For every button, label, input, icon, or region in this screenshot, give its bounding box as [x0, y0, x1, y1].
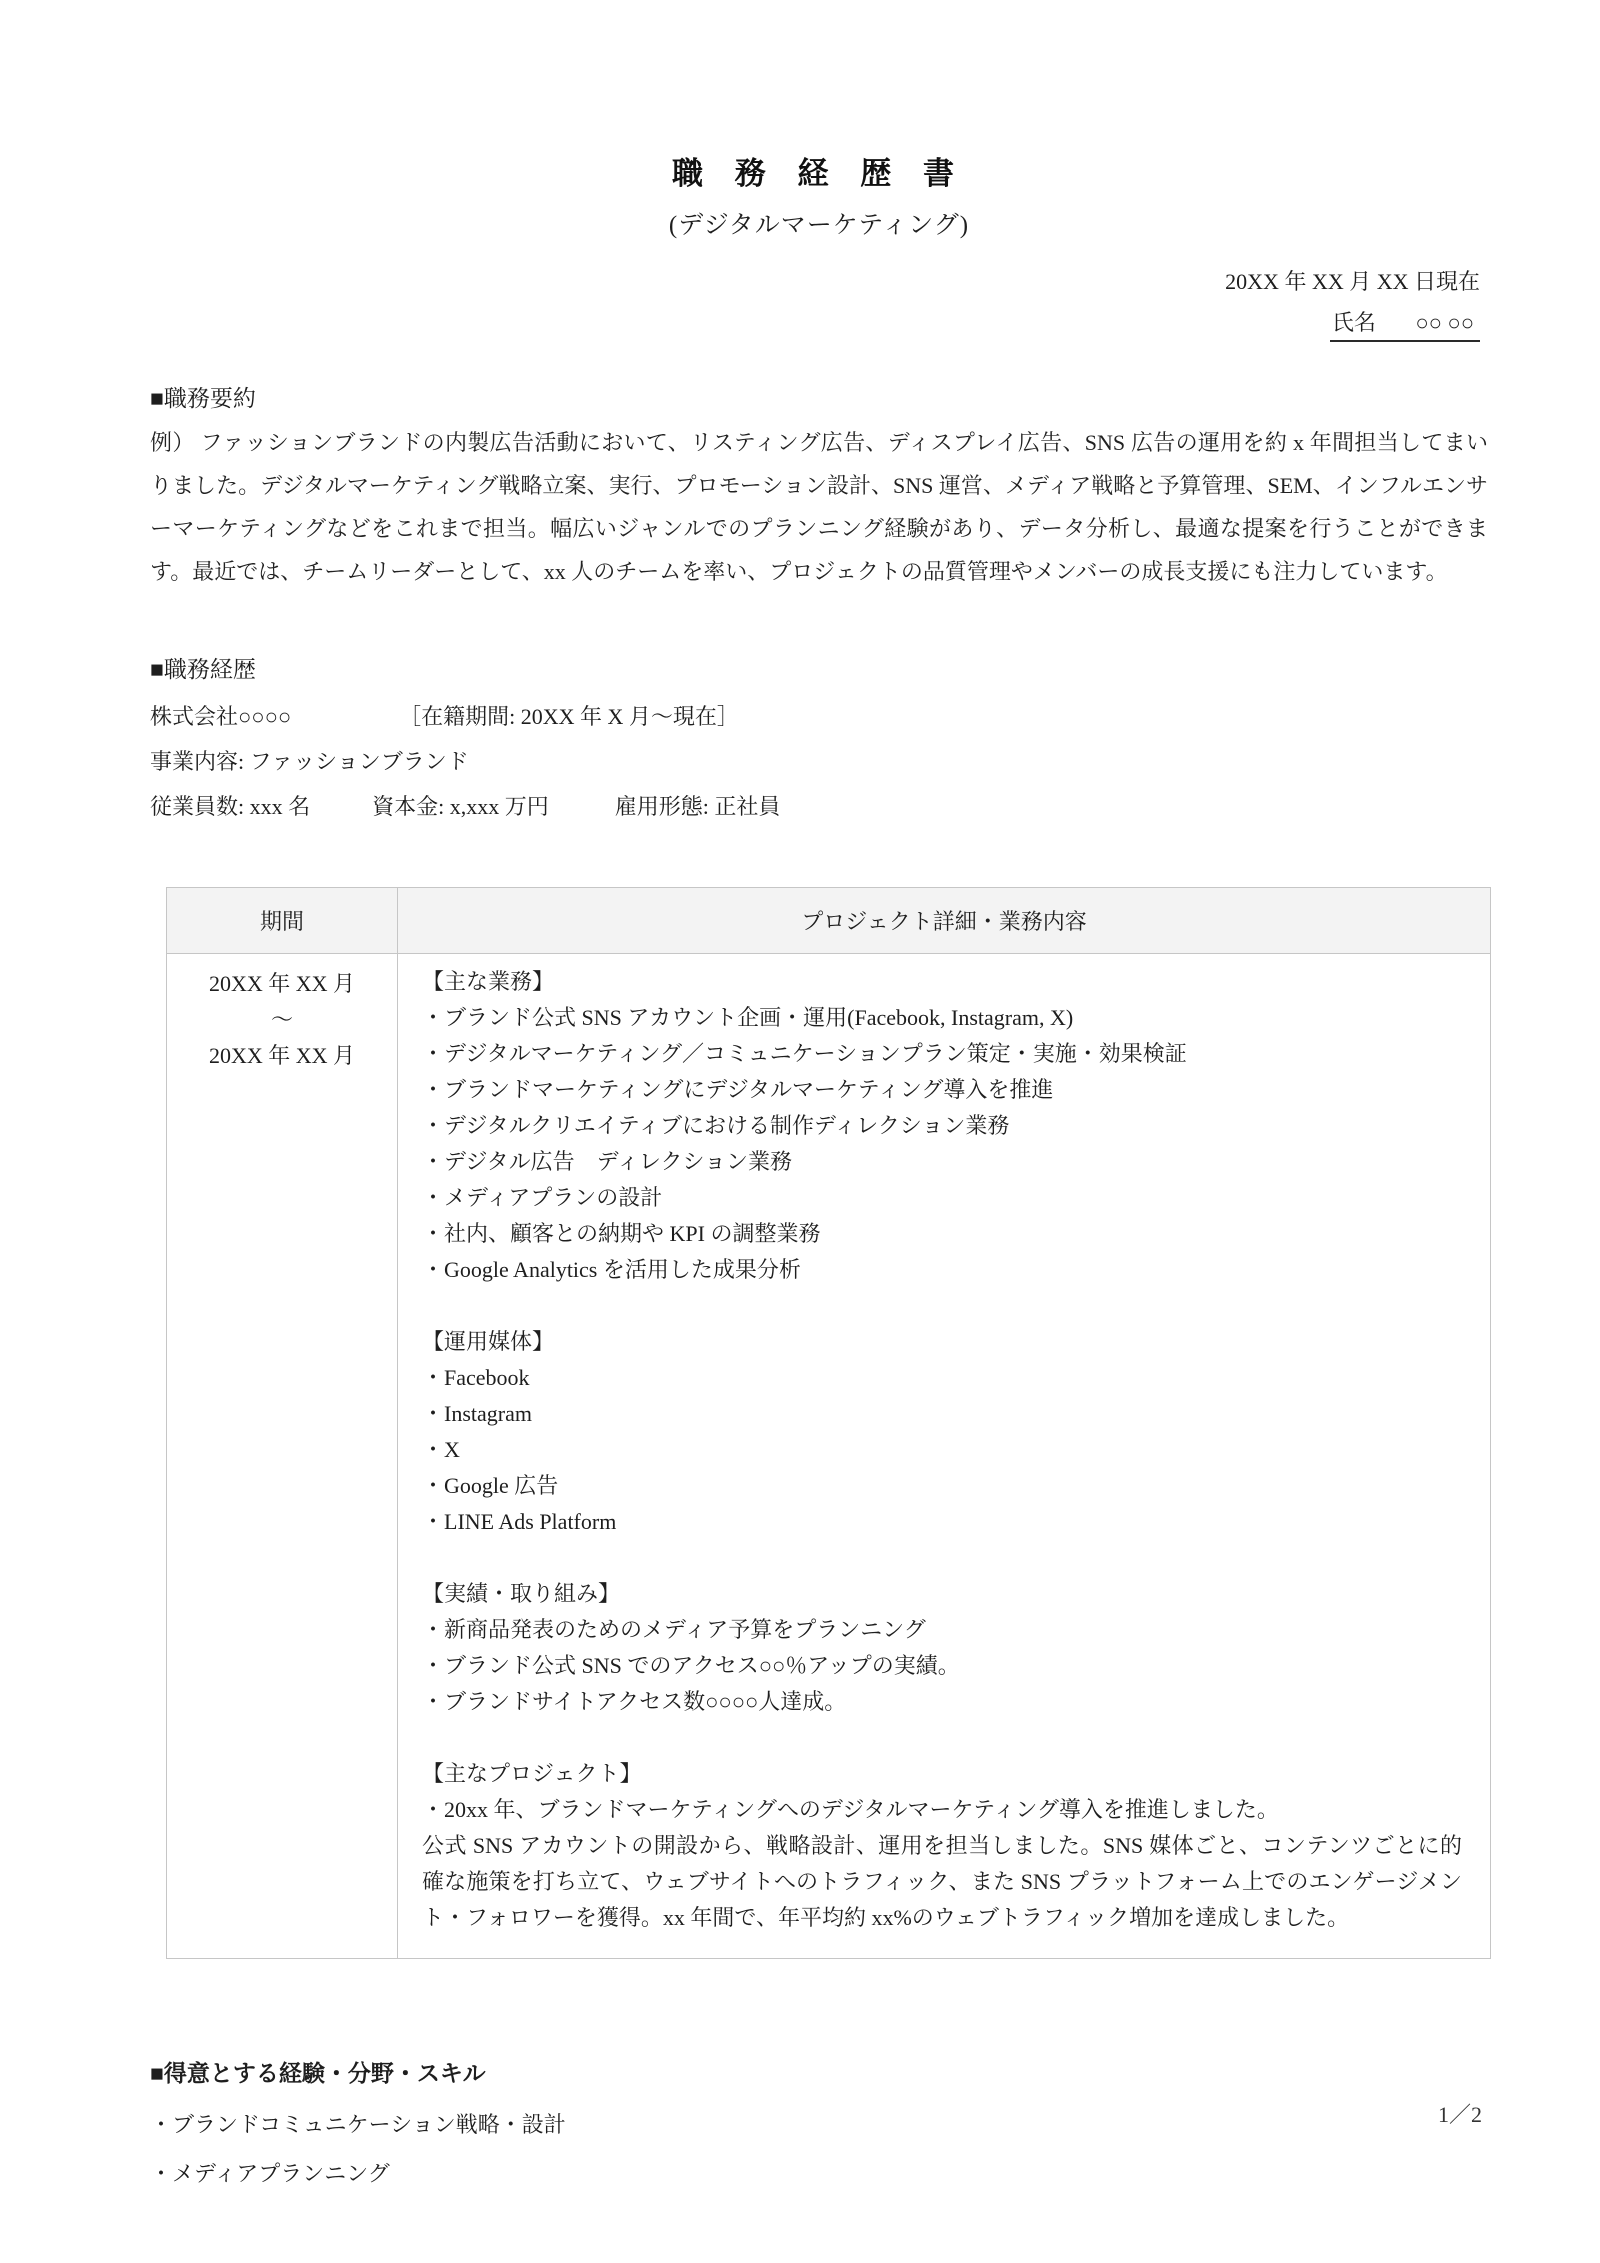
capital-amount: 資本金: x,xxx 万円: [372, 794, 549, 819]
detail-section: [422, 964, 1462, 1288]
company-stats-line: [150, 784, 1488, 829]
company-info: [150, 694, 1488, 829]
skill-item: ・ブランドコミュニケーション戦略・設計: [150, 2112, 566, 2137]
detail-line: ・Instagram: [422, 1401, 532, 1426]
detail-line: ・ブランド公式 SNS アカウント企画・運用(Facebook, Instagram, X): [422, 1005, 1074, 1030]
skills-heading: ■得意とする経験・分野・スキル: [150, 2061, 486, 2086]
skills-section: [150, 2055, 1488, 2198]
detail-line: ・Google Analytics を活用した成果分析: [422, 1257, 801, 1282]
period-column-header: 期間: [167, 888, 398, 954]
name-line: [150, 306, 1488, 342]
project-details-cell: [398, 954, 1491, 1959]
detail-line: ・デジタルクリエイティブにおける制作ディレクション業務: [422, 1113, 1010, 1138]
summary-body: 例） ファッションブランドの内製広告活動において、リスティング広告、ディスプレイ広告、SNS 広告の運用を約 x 年間担当してまいりました。デジタルマーケティング戦略立案、実行、プロモーション設計、SNS 運営、メディア戦略と予算管理、SEM、インフルエンサーマーケティングなどをこれまで担当。幅広いジャンルでのプランニング経験があり、データ分析し、最適な提案を行うことができます。最近では、チームリーダーとして、xx 人のチームを率い、プロジェクトの品質管理やメンバーの成長支援にも注力しています。: [150, 430, 1488, 584]
name-value: ○○ ○○: [1415, 310, 1474, 335]
business-line: 事業内容: ファッションブランド: [150, 749, 469, 774]
detail-section: [422, 1324, 1462, 1540]
detail-line: ・デジタル広告 ディレクション業務: [422, 1149, 793, 1174]
period-line: 20XX 年 XX 月: [208, 971, 356, 996]
page-number: 1／2: [1437, 2102, 1482, 2127]
detail-line: ・Facebook: [422, 1365, 530, 1390]
name-label: 氏名: [1331, 310, 1376, 335]
detail-line: ・LINE Ads Platform: [422, 1509, 617, 1534]
table-header-row: [167, 888, 1491, 954]
period-line: 20XX 年 XX 月: [208, 1043, 356, 1068]
employment-type: 雇用形態: 正社員: [614, 794, 781, 819]
detail-line: ・新商品発表のためのメディア予算をプランニング: [422, 1617, 926, 1642]
page-title: 職 務 経 歴 書: [672, 156, 966, 191]
detail-line: ・社内、顧客との納期や KPI の調整業務: [422, 1221, 821, 1246]
name-field: [1330, 306, 1480, 342]
detail-line: ・メディアプランの設計: [422, 1185, 663, 1210]
detail-section-heading: 【主な業務】: [422, 969, 555, 994]
employee-count: 従業員数: xxx 名: [150, 794, 311, 819]
detail-section-heading: 【実績・取り組み】: [422, 1581, 621, 1606]
detail-line: ・Google 広告: [422, 1473, 559, 1498]
detail-line: ・デジタルマーケティング／コミュニケーションプラン策定・実施・効果検証: [422, 1041, 1187, 1066]
tenure-period: ［在籍期間: 20XX 年 X 月～現在］: [399, 704, 739, 729]
history-heading: ■職務経歴: [150, 657, 256, 682]
project-history-table: [166, 887, 1491, 1959]
detail-line: ・ブランドマーケティングにデジタルマーケティング導入を推進: [422, 1077, 1054, 1102]
detail-section-heading: 【主なプロジェクト】: [422, 1761, 642, 1786]
detail-section: [422, 1756, 1462, 1936]
period-cell: [167, 954, 398, 1959]
skills-list: [150, 2100, 1488, 2198]
company-line: [150, 694, 1488, 739]
detail-line: ・ブランドサイトアクセス数○○○○人達成。: [422, 1689, 847, 1714]
summary-heading: ■職務要約: [150, 386, 256, 411]
page-subtitle: (デジタルマーケティング): [668, 212, 970, 239]
detail-section: [422, 1576, 1462, 1720]
detail-line: ・X: [422, 1437, 460, 1462]
detail-section-heading: 【運用媒体】: [422, 1329, 555, 1354]
details-column-header: プロジェクト詳細・業務内容: [398, 888, 1491, 954]
detail-line: ・20xx 年、ブランドマーケティングへのデジタルマーケティング導入を推進しました。: [422, 1797, 1279, 1822]
table-row: [167, 954, 1491, 1959]
detail-line: ・ブランド公式 SNS でのアクセス○○％アップの実績。: [422, 1653, 960, 1678]
company-name: 株式会社○○○○: [150, 704, 292, 729]
period-line: ～: [270, 1007, 293, 1032]
current-date: 20XX 年 XX 月 XX 日現在: [1225, 269, 1480, 294]
skill-item: ・メディアプランニング: [150, 2161, 390, 2186]
detail-line: 公式 SNS アカウントの開設から、戦略設計、運用を担当しました。SNS 媒体ごと、コンテンツごとに的確な施策を打ち立て、ウェブサイトへのトラフィック、また SNS プラットフォーム上でのエンゲージメント・フォロワーを獲得。xx 年間で、年平均約 xx%のウェブトラフィック増加を達成しました。: [422, 1833, 1462, 1930]
